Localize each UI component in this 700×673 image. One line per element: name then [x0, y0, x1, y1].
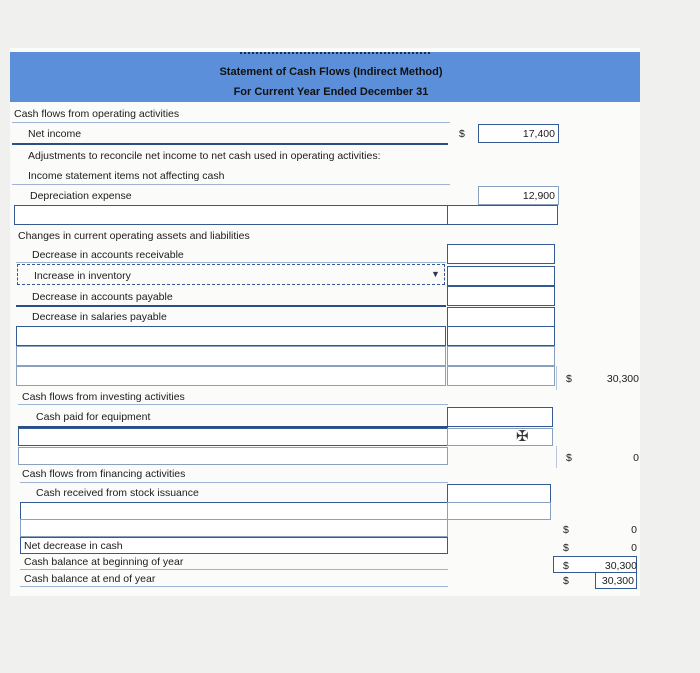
divider — [20, 569, 448, 570]
adjustment-amount-input[interactable] — [447, 205, 558, 225]
divider — [16, 262, 446, 263]
inventory-amount-input[interactable] — [447, 266, 555, 286]
investing-total-value: 0 — [633, 452, 639, 464]
begin-balance-value: 30,300 — [604, 560, 637, 572]
financing-total-currency: $ — [563, 524, 569, 536]
depreciation-value: 12,900 — [522, 190, 555, 202]
change-item: Decrease in salaries payable — [32, 311, 167, 323]
investing-row-input[interactable] — [18, 428, 448, 446]
change-item: Increase in inventory — [34, 270, 131, 282]
header-scribble — [240, 52, 430, 57]
payable-amount-input[interactable] — [447, 286, 555, 306]
net-income-label: Net income — [28, 128, 82, 140]
net-decrease-currency: $ — [563, 542, 569, 554]
depreciation-input[interactable] — [478, 186, 559, 205]
depreciation-label: Depreciation expense — [30, 190, 132, 202]
stock-amount-input[interactable] — [447, 484, 551, 503]
divider — [20, 586, 448, 587]
move-cursor-icon: ✠ — [516, 428, 529, 445]
financing-item: Cash received from stock issuance — [36, 487, 199, 499]
net-income-value: 17,400 — [522, 128, 555, 140]
end-balance-currency: $ — [563, 575, 569, 587]
net-income-currency: $ — [459, 128, 465, 140]
investing-total-row[interactable] — [18, 447, 448, 465]
adjustment-row-input[interactable] — [14, 205, 448, 225]
investing-amount-input[interactable] — [447, 428, 553, 446]
change-amount-input[interactable] — [447, 346, 555, 366]
change-item: Decrease in accounts payable — [32, 291, 173, 303]
divider — [18, 404, 448, 405]
change-row-input[interactable] — [16, 326, 446, 346]
salaries-amount-input[interactable] — [447, 307, 555, 327]
receivable-amount-input[interactable] — [447, 244, 555, 264]
investing-item: Cash paid for equipment — [36, 411, 151, 423]
changes-label: Changes in current operating assets and liabilities — [18, 230, 250, 242]
end-balance-label: Cash balance at end of year — [24, 573, 156, 585]
net-decrease-value: 0 — [631, 542, 637, 554]
divider — [556, 446, 557, 468]
chevron-down-icon[interactable]: ▼ — [431, 269, 440, 279]
divider — [12, 122, 450, 123]
adjustments-label: Adjustments to reconcile net income to net cash used in operating activities: — [28, 150, 381, 162]
change-amount-input[interactable] — [447, 326, 555, 346]
equipment-amount-input[interactable] — [447, 407, 553, 427]
statement-header — [10, 52, 640, 102]
financing-amount-input[interactable] — [447, 502, 551, 520]
net-income-input[interactable] — [478, 124, 559, 143]
operating-heading: Cash flows from operating activities — [14, 108, 180, 120]
operating-total-row[interactable] — [16, 366, 446, 386]
operating-total-currency: $ — [566, 373, 572, 385]
noncash-label: Income statement items not affecting cash — [28, 170, 225, 182]
investing-total-currency: $ — [566, 452, 572, 464]
statement-period: For Current Year Ended December 31 — [233, 86, 429, 98]
divider — [20, 482, 448, 483]
divider — [16, 305, 446, 307]
change-item: Decrease in accounts receivable — [32, 249, 184, 261]
financing-total-value: 0 — [631, 524, 637, 536]
statement-title: Statement of Cash Flows (Indirect Method) — [219, 66, 443, 78]
divider — [12, 143, 448, 145]
financing-total-row[interactable] — [20, 519, 448, 537]
operating-total-blank[interactable] — [447, 366, 555, 386]
begin-balance-currency: $ — [563, 560, 569, 572]
investing-heading: Cash flows from investing activities — [22, 391, 185, 403]
end-balance-value: 30,300 — [601, 575, 634, 587]
financing-row-input[interactable] — [20, 502, 448, 520]
divider — [12, 184, 450, 185]
divider — [556, 366, 557, 390]
change-row-input[interactable] — [16, 346, 446, 366]
operating-total-value: 30,300 — [606, 373, 639, 385]
begin-balance-label: Cash balance at beginning of year — [24, 556, 184, 568]
net-decrease-label: Net decrease in cash — [24, 540, 123, 552]
financing-heading: Cash flows from financing activities — [22, 468, 186, 480]
